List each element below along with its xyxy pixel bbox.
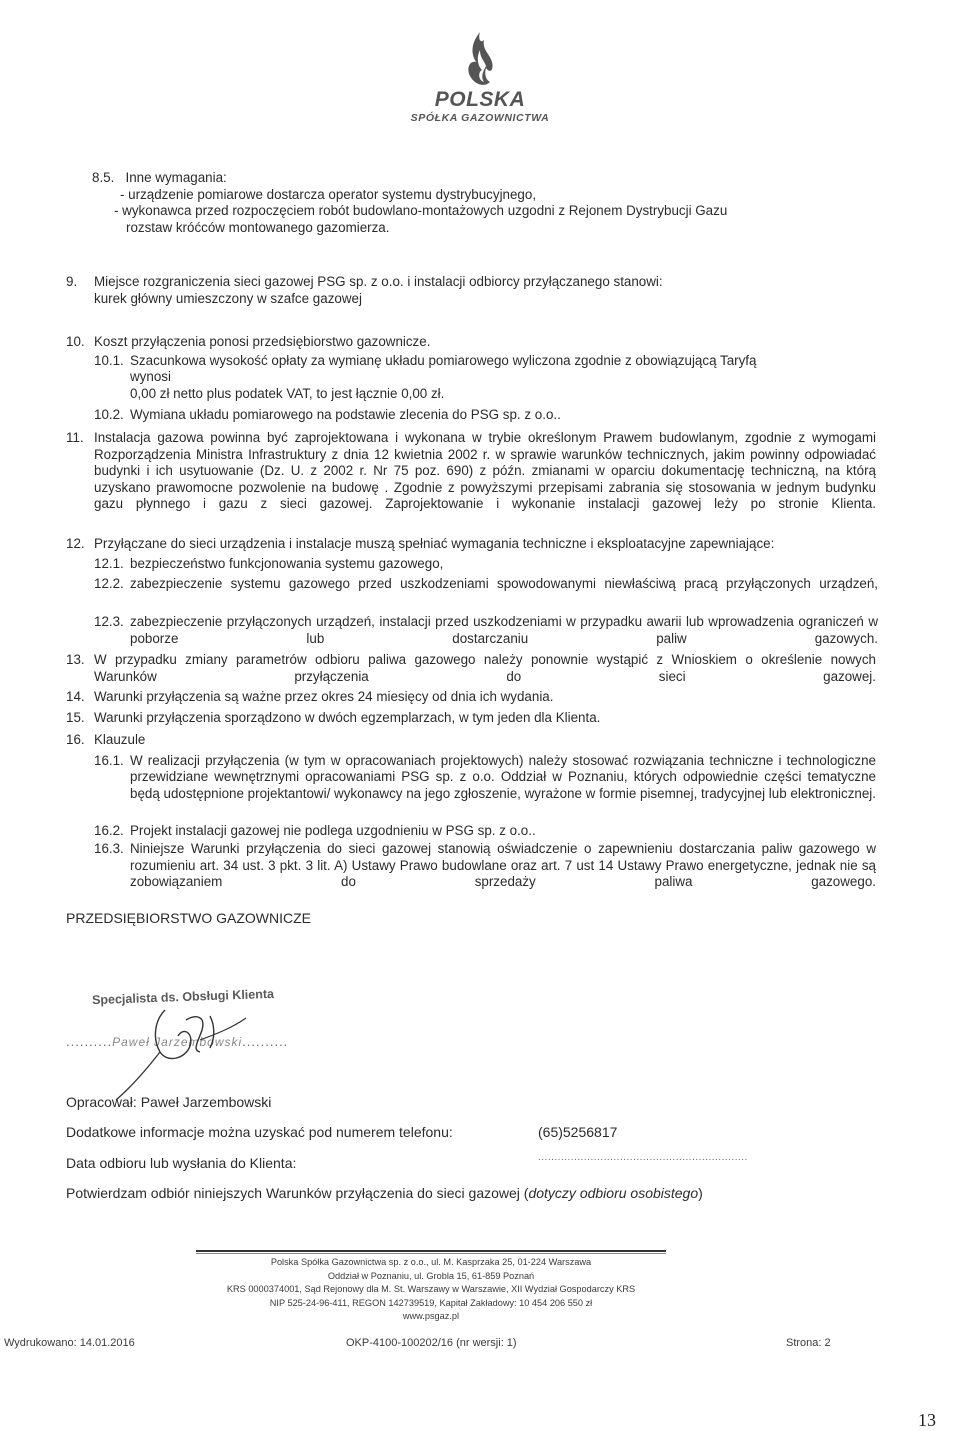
section-number: 16. bbox=[66, 732, 85, 747]
logo-word: POLSKA bbox=[434, 88, 526, 111]
section-14 bbox=[66, 689, 876, 706]
subsection-text: W realizacji przyłączenia (w tym w opracowaniach projektowych) należy stosować rozwiązania techniczne i technologiczne przewidziane wewnętrznymi opracowaniami PSG sp. z o.o. Oddział w Poznaniu, których odpowiednie części tematyczne będą udostępnione projektantowi/ wykonawcy na jego zgłoszenie, wyrażone w formie pisemnej, tradycyjnej lub elektronicznej. bbox=[130, 752, 876, 801]
subsection-number: 16.3. bbox=[94, 841, 124, 856]
subsection-text: Projekt instalacji gazowej nie podlega uzgodnieniu w PSG sp. z o.o.. bbox=[130, 822, 536, 838]
confirmation-text bbox=[66, 1185, 703, 1201]
footer-line: Oddział w Poznaniu, ul. Grobla 15, 61-859 Poznań bbox=[327, 1270, 535, 1281]
section-15 bbox=[66, 710, 876, 727]
section-number: 10. bbox=[66, 334, 85, 349]
confirmation-main: Potwierdzam odbiór niniejszych Warunków przyłączenia do sieci gazowej ( bbox=[66, 1185, 529, 1201]
flame-logo-icon bbox=[460, 30, 500, 90]
requirement-line: - wykonawca przed rozpoczęciem robót budowlano-montażowych uzgodni z Rejonem Dystrybucji Gazu bbox=[114, 203, 728, 218]
section-number: 8.5. bbox=[92, 170, 115, 185]
phone-label: Dodatkowe informacje można uzyskać pod numerem telefonu: bbox=[66, 1124, 453, 1140]
company-label: PRZEDSIĘBIORSTWO GAZOWNICZE bbox=[66, 910, 312, 926]
stamp-title: Specjalista ds. Obsługi Klienta bbox=[91, 986, 275, 1008]
subsection-text: wynosi bbox=[130, 369, 171, 384]
section-16 bbox=[66, 732, 876, 907]
subsection-text: bezpieczeństwo funkcjonowania systemu gazowego, bbox=[130, 555, 444, 571]
section-number: 9. bbox=[66, 274, 78, 289]
handwritten-signature bbox=[60, 980, 420, 1100]
section-number: 12. bbox=[66, 536, 85, 551]
section-10 bbox=[66, 334, 876, 424]
pickup-date-label: Data odbioru lub wysłania do Klienta: bbox=[66, 1155, 297, 1171]
logo-subtitle: SPÓŁKA GAZOWNICTWA bbox=[410, 112, 550, 124]
stamp-name-line: ..........Paweł Jarzembowski.......... bbox=[66, 1034, 289, 1049]
subsection-text: zabezpieczenie przyłączonych urządzeń, instalacji przed uszkodzeniami w przypadku awarii lub wprowadzenia ograniczeń w poborze lub dostarczaniu paliw gazowych. bbox=[130, 614, 878, 646]
fee-amount: 0,00 zł netto plus podatek VAT, to jest łącznie 0,00 zł. bbox=[130, 385, 445, 401]
section-text: Warunki przyłączenia sporządzono w dwóch egzemplarzach, w tym jeden dla Klienta. bbox=[94, 710, 601, 725]
section-text: W przypadku zmiany parametrów odbioru paliwa gazowego należy ponownie wystąpić z Wnioskiem o określenie nowych Warunków przyłączenia do sieci gazowej. bbox=[94, 652, 876, 684]
section-number: 13. bbox=[66, 652, 85, 667]
print-date: Wydrukowano: 14.01.2016 bbox=[4, 1337, 135, 1349]
subsection-number: 16.1. bbox=[94, 752, 124, 768]
footer-line: Polska Spółka Gazownictwa sp. z o.o., ul. M. Kasprzaka 25, 01-224 Warszawa bbox=[270, 1257, 592, 1267]
subsection-number: 12.1. bbox=[94, 555, 124, 571]
footer-divider-thin bbox=[196, 1253, 666, 1254]
section-title: Klauzule bbox=[94, 732, 146, 747]
section-title: Inne wymagania: bbox=[125, 170, 227, 185]
section-9 bbox=[66, 274, 866, 307]
subsection-text: Szacunkowa wysokość opłaty za wymianę układu pomiarowego wyliczona zgodnie z obowiązującą Taryfą bbox=[130, 352, 757, 368]
subsection-number: 12.2. bbox=[94, 576, 124, 591]
page-indicator: Strona: 2 bbox=[786, 1337, 831, 1349]
subsection-number: 16.2. bbox=[94, 822, 124, 838]
section-number: 11. bbox=[66, 430, 84, 445]
page-number: 13 bbox=[918, 1410, 936, 1430]
section-text: Przyłączane do sieci urządzenia i instalacje muszą spełniać wymagania techniczne i eksploatacyjne zapewniające: bbox=[94, 536, 775, 551]
phone-number: (65)5256817 bbox=[538, 1124, 618, 1140]
document-id: OKP-4100-100202/16 (nr wersji: 1) bbox=[346, 1337, 517, 1349]
section-text: Instalacja gazowa powinna być zaprojektowana i wykonana w trybie określonym Prawem budowlanym, zgodnie z wymogami Rozporządzenia Ministra Infrastruktury z dnia 12 kwietnia 2002 r. w sprawie warunków technicznych, jakim powinny odpowiadać budynki i ich usytuowanie (Dz. U. z 2002 r. Nr 75 poz. 690) z późn. zmianami w oparciu dokumentację techniczną, na którą uzyskano prawomocne pozwolenie na budowę . Zgodnie z powyższymi przepisami zabrania się stosowania w jednym budynku gazu płynnego i gazu z sieci gazowej. Zaprojektowanie i wykonanie instalacji gazowej leży po stronie Klienta. bbox=[94, 430, 876, 511]
section-text: Koszt przyłączenia ponosi przedsiębiorstwo gazownicze. bbox=[94, 334, 431, 349]
subsection-number: 10.1. bbox=[94, 352, 124, 368]
confirmation-end: ) bbox=[698, 1185, 703, 1201]
subsection-number: 12.3. bbox=[94, 614, 124, 629]
footer-divider bbox=[196, 1250, 666, 1252]
confirmation-note: dotyczy odbioru osobistego bbox=[528, 1185, 699, 1201]
prepared-by: Opracował: Paweł Jarzembowski bbox=[66, 1094, 272, 1110]
section-text: Warunki przyłączenia są ważne przez okres 24 miesięcy od dnia ich wydania. bbox=[94, 689, 554, 704]
company-logo bbox=[410, 30, 550, 124]
company-footer bbox=[196, 1256, 666, 1324]
footer-line: NIP 525-24-96-411, REGON 142739519, Kapitał Zakładowy: 10 454 206 550 zł bbox=[269, 1297, 593, 1308]
section-8-5 bbox=[92, 170, 872, 236]
section-text: kurek główny umieszczony w szafce gazowej bbox=[94, 290, 362, 306]
subsection-text: Wymiana układu pomiarowego na podstawie zlecenia do PSG sp. z o.o.. bbox=[130, 407, 561, 422]
requirement-line: - urządzenie pomiarowe dostarcza operator systemu dystrybucyjnego, bbox=[120, 186, 537, 202]
section-number: 14. bbox=[66, 689, 85, 704]
subsection-number: 10.2. bbox=[94, 407, 124, 422]
subsection-text: zabezpieczenie systemu gazowego przed uszkodzeniami spowodowanymi niewłaściwą pracą przyłączonych urządzeń, bbox=[130, 576, 878, 591]
pickup-date-line: ................................................................ bbox=[538, 1152, 748, 1163]
footer-line: KRS 0000374001, Sąd Rejonowy dla M. St. Warszawy w Warszawie, XII Wydział Gospodarczy KRS bbox=[226, 1284, 636, 1295]
footer-website: www.psgaz.pl bbox=[402, 1311, 460, 1322]
stamp-name: Paweł Jarzembowski bbox=[112, 1035, 243, 1049]
section-11 bbox=[66, 430, 876, 529]
section-12 bbox=[66, 536, 878, 664]
subsection-text: Niniejsze Warunki przyłączenia do sieci gazowej stanowią oświadczenie o zapewnieniu dostarczania paliw gazowego w rozumieniu art. 34 ust. 3 pkt. 3 lit. A) Ustawy Prawo budowlane oraz art. 7 ust 14 Ustawy Prawo energetyczne, jednak nie są zobowiązaniem do sprzedaży paliwa gazowego. bbox=[130, 841, 876, 889]
requirement-line: rozstaw króćców montowanego gazomierza. bbox=[126, 219, 390, 235]
section-number: 15. bbox=[66, 710, 85, 725]
section-text: Miejsce rozgraniczenia sieci gazowej PSG sp. z o.o. i instalacji odbiorcy przyłączanego stanowi: bbox=[94, 274, 663, 289]
